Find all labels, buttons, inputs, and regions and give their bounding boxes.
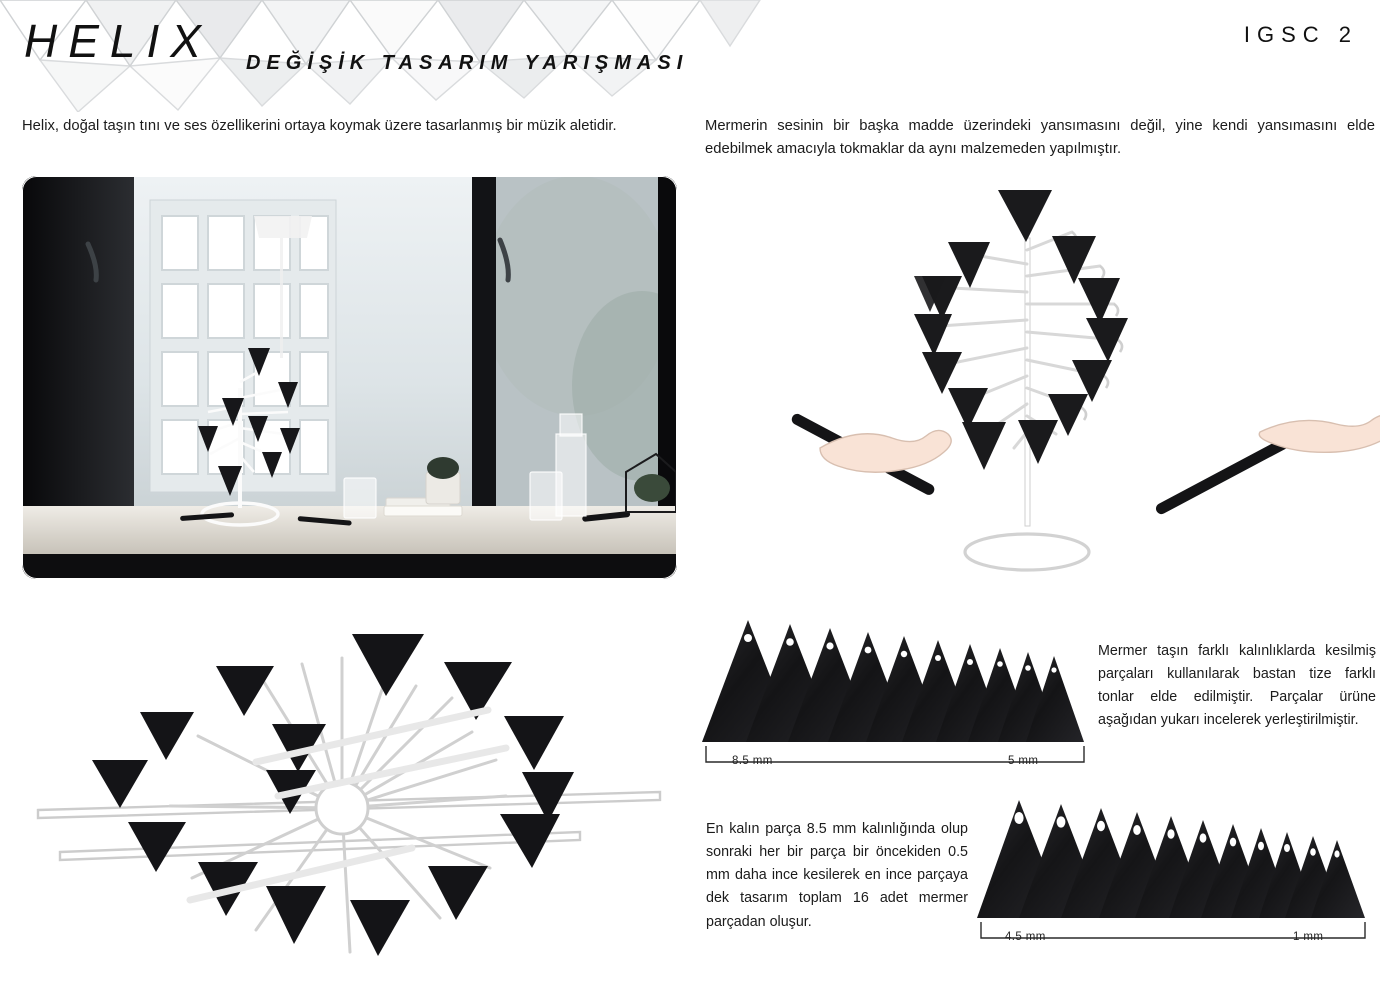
dimension-label-5mm: 5 mm xyxy=(1008,755,1039,767)
intro-paragraph-left: Helix, doğal taşın tını ve ses özellikerini ortaya koymak üzere tasarlanmış bir müzik aletidir. xyxy=(22,118,617,134)
page-header xyxy=(0,0,1400,112)
page-title: HELIX xyxy=(24,15,212,67)
helix-technical-sketch xyxy=(20,600,680,980)
marble-pieces-row-bottom xyxy=(975,790,1375,955)
marble-thickness-note: Mermer taşın farklı kalınlıklarda kesilmiş parçaları kullanılarak bastan tize farklı tonlar elde edilmiştir. Parçalar ürüne aşağıdan yukarı incelerek yerleştirilmiştir. xyxy=(1098,643,1376,729)
marble-pieces-row-top xyxy=(700,612,1090,777)
dimension-label-4-5mm: 4.5 mm xyxy=(1005,931,1046,943)
piece-count-note: En kalın parça 8.5 mm kalınlığında olup sonraki her bir parça bir öncekiden 0.5 mm daha ince kesilerek en ince parçaya dek tasarım toplam 16 adet mermer parçadan oluşur. xyxy=(706,821,968,930)
page-code: IGSC 2 xyxy=(1243,22,1358,47)
dimension-label-1mm: 1 mm xyxy=(1293,931,1324,943)
dimension-label-8-5mm: 8.5 mm xyxy=(732,755,773,767)
page-subtitle: DEĞİŞİK TASARIM YARIŞMASI xyxy=(246,52,689,74)
intro-paragraph-right: Mermerin sesinin bir başka madde üzerindeki yansımasını değil, yine kendi yansımasını elde edebilmek amacıyla tokmaklar da aynı malzemeden yapılmıştır. xyxy=(705,118,1375,157)
interior-photo xyxy=(22,176,677,579)
helix-with-mallets-illustration xyxy=(700,180,1380,590)
